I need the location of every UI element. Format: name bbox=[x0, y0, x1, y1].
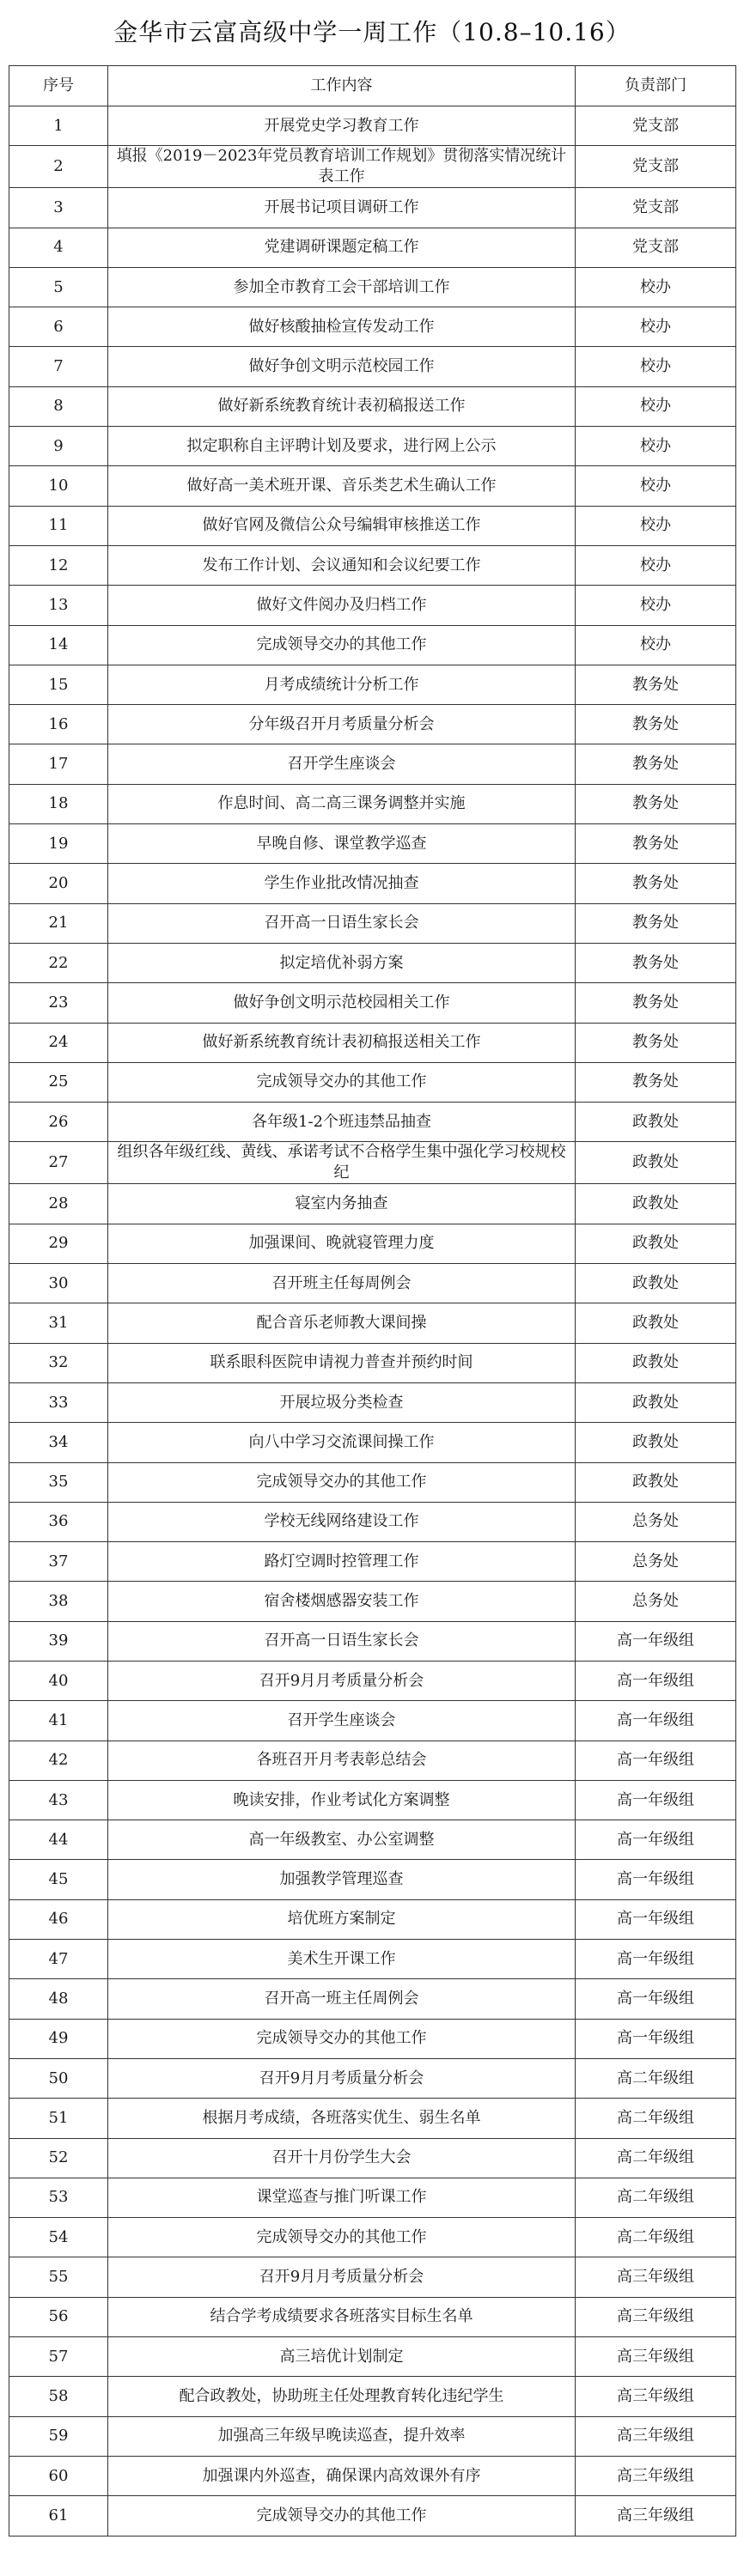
row-number: 19 bbox=[9, 824, 108, 864]
row-number: 40 bbox=[9, 1661, 108, 1700]
department: 高一年级组 bbox=[576, 1780, 736, 1820]
department: 校办 bbox=[576, 586, 736, 625]
work-content: 结合学考成绩要求各班落实目标生名单 bbox=[108, 2297, 576, 2336]
row-number: 20 bbox=[9, 864, 108, 903]
department: 政教处 bbox=[576, 1142, 736, 1184]
work-content: 晚读安排，作业考试化方案调整 bbox=[108, 1780, 576, 1820]
table-row bbox=[9, 2416, 736, 2456]
row-number: 42 bbox=[9, 1741, 108, 1780]
department: 教务处 bbox=[576, 1062, 736, 1102]
row-number: 18 bbox=[9, 784, 108, 823]
table-row bbox=[9, 1502, 736, 1541]
work-content: 参加全市教育工会干部培训工作 bbox=[108, 267, 576, 307]
row-number: 52 bbox=[9, 2138, 108, 2178]
department: 党支部 bbox=[576, 188, 736, 228]
table-row bbox=[9, 2099, 736, 2138]
department: 政教处 bbox=[576, 1103, 736, 1142]
row-number: 55 bbox=[9, 2257, 108, 2297]
table-row bbox=[9, 1780, 736, 1820]
table-row bbox=[9, 545, 736, 585]
row-number: 54 bbox=[9, 2218, 108, 2257]
work-content: 分年级召开月考质量分析会 bbox=[108, 705, 576, 744]
row-number: 16 bbox=[9, 705, 108, 744]
work-content: 完成领导交办的其他工作 bbox=[108, 2019, 576, 2058]
department: 校办 bbox=[576, 307, 736, 347]
row-number: 31 bbox=[9, 1303, 108, 1343]
row-number: 33 bbox=[9, 1382, 108, 1422]
table-row bbox=[9, 1184, 736, 1224]
work-content: 加强教学管理巡查 bbox=[108, 1860, 576, 1899]
work-content: 联系眼科医院申请视力普查并预约时间 bbox=[108, 1343, 576, 1382]
work-content: 开展党史学习教育工作 bbox=[108, 106, 576, 146]
table-row bbox=[9, 2456, 736, 2495]
department: 教务处 bbox=[576, 744, 736, 784]
department: 政教处 bbox=[576, 1343, 736, 1382]
table-row bbox=[9, 2218, 736, 2257]
department: 政教处 bbox=[576, 1382, 736, 1422]
row-number: 47 bbox=[9, 1940, 108, 1979]
table-row bbox=[9, 1542, 736, 1582]
work-content: 召开十月份学生大会 bbox=[108, 2138, 576, 2178]
table-row bbox=[9, 1860, 736, 1899]
row-number: 34 bbox=[9, 1423, 108, 1462]
page-title: 金华市云富高级中学一周工作（10.8–10.16） bbox=[113, 18, 631, 46]
department: 教务处 bbox=[576, 1023, 736, 1062]
work-content: 召开学生座谈会 bbox=[108, 744, 576, 784]
table-row bbox=[9, 1343, 736, 1382]
row-number: 50 bbox=[9, 2058, 108, 2098]
department: 党支部 bbox=[576, 106, 736, 146]
row-number: 57 bbox=[9, 2337, 108, 2377]
work-content: 召开高一班主任周例会 bbox=[108, 1979, 576, 2019]
work-content: 课堂巡查与推门听课工作 bbox=[108, 2178, 576, 2217]
work-content: 召开高一日语生家长会 bbox=[108, 1621, 576, 1661]
work-content: 召开9月月考质量分析会 bbox=[108, 1661, 576, 1700]
row-number: 35 bbox=[9, 1462, 108, 1502]
department: 教务处 bbox=[576, 983, 736, 1023]
table-row bbox=[9, 1462, 736, 1502]
department: 高三年级组 bbox=[576, 2416, 736, 2456]
department: 政教处 bbox=[576, 1303, 736, 1343]
work-content: 完成领导交办的其他工作 bbox=[108, 2218, 576, 2257]
department: 高二年级组 bbox=[576, 2218, 736, 2257]
department: 高三年级组 bbox=[576, 2297, 736, 2336]
table-row bbox=[9, 1820, 736, 1860]
department: 高二年级组 bbox=[576, 2138, 736, 2178]
department: 教务处 bbox=[576, 705, 736, 744]
row-number: 22 bbox=[9, 943, 108, 982]
row-number: 2 bbox=[9, 146, 108, 188]
work-content: 做好新系统教育统计表初稿报送工作 bbox=[108, 386, 576, 426]
row-number: 56 bbox=[9, 2297, 108, 2336]
row-number: 23 bbox=[9, 983, 108, 1023]
row-number: 17 bbox=[9, 744, 108, 784]
work-content: 完成领导交办的其他工作 bbox=[108, 1062, 576, 1102]
department: 校办 bbox=[576, 466, 736, 506]
work-content: 早晚自修、课堂教学巡查 bbox=[108, 824, 576, 864]
department: 高一年级组 bbox=[576, 1979, 736, 2019]
row-number: 6 bbox=[9, 307, 108, 347]
work-content: 做好文件阅办及归档工作 bbox=[108, 586, 576, 625]
department: 高一年级组 bbox=[576, 1860, 736, 1899]
table-row bbox=[9, 586, 736, 625]
row-number: 15 bbox=[9, 665, 108, 704]
table-row bbox=[9, 267, 736, 307]
row-number: 44 bbox=[9, 1820, 108, 1860]
table-row bbox=[9, 1940, 736, 1979]
work-content: 寝室内务抽查 bbox=[108, 1184, 576, 1224]
header-content: 工作内容 bbox=[108, 66, 576, 106]
department: 高三年级组 bbox=[576, 2377, 736, 2416]
department: 高二年级组 bbox=[576, 2099, 736, 2138]
department: 校办 bbox=[576, 625, 736, 665]
row-number: 26 bbox=[9, 1103, 108, 1142]
row-number: 25 bbox=[9, 1062, 108, 1102]
work-content: 配合音乐老师教大课间操 bbox=[108, 1303, 576, 1343]
department: 高一年级组 bbox=[576, 1741, 736, 1780]
table-row bbox=[9, 2257, 736, 2297]
department: 校办 bbox=[576, 427, 736, 466]
table-row bbox=[9, 1979, 736, 2019]
table-row bbox=[9, 744, 736, 784]
department: 总务处 bbox=[576, 1502, 736, 1541]
table-row bbox=[9, 2058, 736, 2098]
table-row bbox=[9, 386, 736, 426]
department: 高一年级组 bbox=[576, 1621, 736, 1661]
work-content: 高三培优计划制定 bbox=[108, 2337, 576, 2377]
row-number: 58 bbox=[9, 2377, 108, 2416]
work-content: 组织各年级红线、黄线、承诺考试不合格学生集中强化学习校规校纪 bbox=[108, 1142, 576, 1184]
row-number: 3 bbox=[9, 188, 108, 228]
department: 高一年级组 bbox=[576, 2019, 736, 2058]
department: 校办 bbox=[576, 347, 736, 386]
work-content: 宿舍楼烟感器安装工作 bbox=[108, 1582, 576, 1621]
work-content: 做好争创文明示范校园相关工作 bbox=[108, 983, 576, 1023]
table-row bbox=[9, 188, 736, 228]
table-row bbox=[9, 347, 736, 386]
work-content: 做好新系统教育统计表初稿报送相关工作 bbox=[108, 1023, 576, 1062]
table-row bbox=[9, 1103, 736, 1142]
table-row bbox=[9, 1303, 736, 1343]
table-row bbox=[9, 1382, 736, 1422]
row-number: 36 bbox=[9, 1502, 108, 1541]
table-row bbox=[9, 1023, 736, 1062]
department: 高一年级组 bbox=[576, 1899, 736, 1939]
department: 校办 bbox=[576, 545, 736, 585]
department: 政教处 bbox=[576, 1423, 736, 1462]
row-number: 14 bbox=[9, 625, 108, 665]
department: 教务处 bbox=[576, 824, 736, 864]
work-content: 高一年级教室、办公室调整 bbox=[108, 1820, 576, 1860]
row-number: 5 bbox=[9, 267, 108, 307]
row-number: 41 bbox=[9, 1701, 108, 1741]
work-content: 美术生开课工作 bbox=[108, 1940, 576, 1979]
department: 校办 bbox=[576, 267, 736, 307]
work-content: 拟定培优补弱方案 bbox=[108, 943, 576, 982]
work-content: 开展垃圾分类检查 bbox=[108, 1382, 576, 1422]
table-row bbox=[9, 2297, 736, 2336]
work-content: 各班召开月考表彰总结会 bbox=[108, 1741, 576, 1780]
department: 教务处 bbox=[576, 784, 736, 823]
row-number: 45 bbox=[9, 1860, 108, 1899]
department: 政教处 bbox=[576, 1184, 736, 1224]
work-content: 加强课间、晚就寝管理力度 bbox=[108, 1224, 576, 1263]
department: 高三年级组 bbox=[576, 2337, 736, 2377]
work-content: 做好核酸抽检宣传发动工作 bbox=[108, 307, 576, 347]
department: 党支部 bbox=[576, 228, 736, 267]
table-row bbox=[9, 1899, 736, 1939]
table-row bbox=[9, 106, 736, 146]
table-row bbox=[9, 506, 736, 545]
department: 政教处 bbox=[576, 1264, 736, 1303]
work-content: 拟定职称自主评聘计划及要求，进行网上公示 bbox=[108, 427, 576, 466]
work-content: 各年级1-2个班违禁品抽查 bbox=[108, 1103, 576, 1142]
work-content: 完成领导交办的其他工作 bbox=[108, 1462, 576, 1502]
table-row bbox=[9, 1142, 736, 1184]
header-department: 负责部门 bbox=[576, 66, 736, 106]
work-content: 召开9月月考质量分析会 bbox=[108, 2058, 576, 2098]
table-row bbox=[9, 1741, 736, 1780]
department: 高一年级组 bbox=[576, 1661, 736, 1700]
header-number: 序号 bbox=[9, 66, 108, 106]
work-content: 培优班方案制定 bbox=[108, 1899, 576, 1939]
work-content: 完成领导交办的其他工作 bbox=[108, 625, 576, 665]
department: 政教处 bbox=[576, 1224, 736, 1263]
row-number: 9 bbox=[9, 427, 108, 466]
row-number: 37 bbox=[9, 1542, 108, 1582]
table-row bbox=[9, 943, 736, 982]
department: 高一年级组 bbox=[576, 1701, 736, 1741]
table-row bbox=[9, 1701, 736, 1741]
row-number: 46 bbox=[9, 1899, 108, 1939]
work-content: 做好争创文明示范校园工作 bbox=[108, 347, 576, 386]
department: 高二年级组 bbox=[576, 2058, 736, 2098]
row-number: 27 bbox=[9, 1142, 108, 1184]
row-number: 61 bbox=[9, 2496, 108, 2536]
table-row bbox=[9, 2377, 736, 2416]
row-number: 7 bbox=[9, 347, 108, 386]
department: 总务处 bbox=[576, 1582, 736, 1621]
table-row bbox=[9, 665, 736, 704]
row-number: 8 bbox=[9, 386, 108, 426]
work-content: 配合政教处，协助班主任处理教育转化违纪学生 bbox=[108, 2377, 576, 2416]
row-number: 39 bbox=[9, 1621, 108, 1661]
table-row bbox=[9, 1621, 736, 1661]
department: 高三年级组 bbox=[576, 2496, 736, 2536]
work-content: 召开高一日语生家长会 bbox=[108, 903, 576, 943]
table-row bbox=[9, 2337, 736, 2377]
table-row bbox=[9, 2178, 736, 2217]
row-number: 30 bbox=[9, 1264, 108, 1303]
table-row bbox=[9, 2496, 736, 2536]
work-content: 根据月考成绩，各班落实优生、弱生名单 bbox=[108, 2099, 576, 2138]
work-content: 召开学生座谈会 bbox=[108, 1701, 576, 1741]
department: 高三年级组 bbox=[576, 2456, 736, 2495]
work-content: 做好官网及微信公众号编辑审核推送工作 bbox=[108, 506, 576, 545]
work-content: 完成领导交办的其他工作 bbox=[108, 2496, 576, 2536]
row-number: 49 bbox=[9, 2019, 108, 2058]
table-row bbox=[9, 1582, 736, 1621]
table-row bbox=[9, 625, 736, 665]
table-row bbox=[9, 2019, 736, 2058]
row-number: 29 bbox=[9, 1224, 108, 1263]
department: 教务处 bbox=[576, 943, 736, 982]
table-row bbox=[9, 228, 736, 267]
department: 教务处 bbox=[576, 665, 736, 704]
work-content: 月考成绩统计分析工作 bbox=[108, 665, 576, 704]
department: 高三年级组 bbox=[576, 2257, 736, 2297]
work-content: 召开班主任每周例会 bbox=[108, 1264, 576, 1303]
row-number: 53 bbox=[9, 2178, 108, 2217]
table-row bbox=[9, 784, 736, 823]
row-number: 13 bbox=[9, 586, 108, 625]
work-content: 开展书记项目调研工作 bbox=[108, 188, 576, 228]
work-content: 召开9月月考质量分析会 bbox=[108, 2257, 576, 2297]
row-number: 28 bbox=[9, 1184, 108, 1224]
table-row bbox=[9, 1062, 736, 1102]
work-content: 填报《2019－2023年党员教育培训工作规划》贯彻落实情况统计表工作 bbox=[108, 146, 576, 188]
row-number: 12 bbox=[9, 545, 108, 585]
row-number: 32 bbox=[9, 1343, 108, 1382]
row-number: 38 bbox=[9, 1582, 108, 1621]
department: 政教处 bbox=[576, 1462, 736, 1502]
table-row bbox=[9, 1264, 736, 1303]
department: 高一年级组 bbox=[576, 1940, 736, 1979]
work-content: 作息时间、高二高三课务调整并实施 bbox=[108, 784, 576, 823]
department: 高二年级组 bbox=[576, 2178, 736, 2217]
table-row bbox=[9, 903, 736, 943]
work-content: 做好高一美术班开课、音乐类艺术生确认工作 bbox=[108, 466, 576, 506]
table-row bbox=[9, 466, 736, 506]
work-content: 向八中学习交流课间操工作 bbox=[108, 1423, 576, 1462]
table-row bbox=[9, 705, 736, 744]
table-row bbox=[9, 427, 736, 466]
row-number: 51 bbox=[9, 2099, 108, 2138]
department: 校办 bbox=[576, 386, 736, 426]
table-row bbox=[9, 307, 736, 347]
row-number: 11 bbox=[9, 506, 108, 545]
work-content: 发布工作计划、会议通知和会议纪要工作 bbox=[108, 545, 576, 585]
row-number: 21 bbox=[9, 903, 108, 943]
row-number: 59 bbox=[9, 2416, 108, 2456]
table-body bbox=[9, 106, 736, 2537]
table-row bbox=[9, 146, 736, 188]
work-content: 加强课内外巡查，确保课内高效课外有序 bbox=[108, 2456, 576, 2495]
work-content: 路灯空调时控管理工作 bbox=[108, 1542, 576, 1582]
row-number: 1 bbox=[9, 106, 108, 146]
work-content: 党建调研课题定稿工作 bbox=[108, 228, 576, 267]
work-content: 加强高三年级早晚读巡查，提升效率 bbox=[108, 2416, 576, 2456]
department: 教务处 bbox=[576, 903, 736, 943]
row-number: 43 bbox=[9, 1780, 108, 1820]
row-number: 4 bbox=[9, 228, 108, 267]
table-row bbox=[9, 824, 736, 864]
work-content: 学校无线网络建设工作 bbox=[108, 1502, 576, 1541]
row-number: 10 bbox=[9, 466, 108, 506]
weekly-work-table bbox=[9, 65, 736, 2537]
department: 总务处 bbox=[576, 1542, 736, 1582]
row-number: 24 bbox=[9, 1023, 108, 1062]
table-row bbox=[9, 2138, 736, 2178]
row-number: 60 bbox=[9, 2456, 108, 2495]
table-row bbox=[9, 1661, 736, 1700]
table-row bbox=[9, 1224, 736, 1263]
department: 教务处 bbox=[576, 864, 736, 903]
table-header-row bbox=[9, 66, 736, 106]
table-row bbox=[9, 1423, 736, 1462]
table-row bbox=[9, 983, 736, 1023]
department: 党支部 bbox=[576, 146, 736, 188]
table-row bbox=[9, 864, 736, 903]
work-content: 学生作业批改情况抽查 bbox=[108, 864, 576, 903]
department: 高一年级组 bbox=[576, 1820, 736, 1860]
department: 校办 bbox=[576, 506, 736, 545]
row-number: 48 bbox=[9, 1979, 108, 2019]
